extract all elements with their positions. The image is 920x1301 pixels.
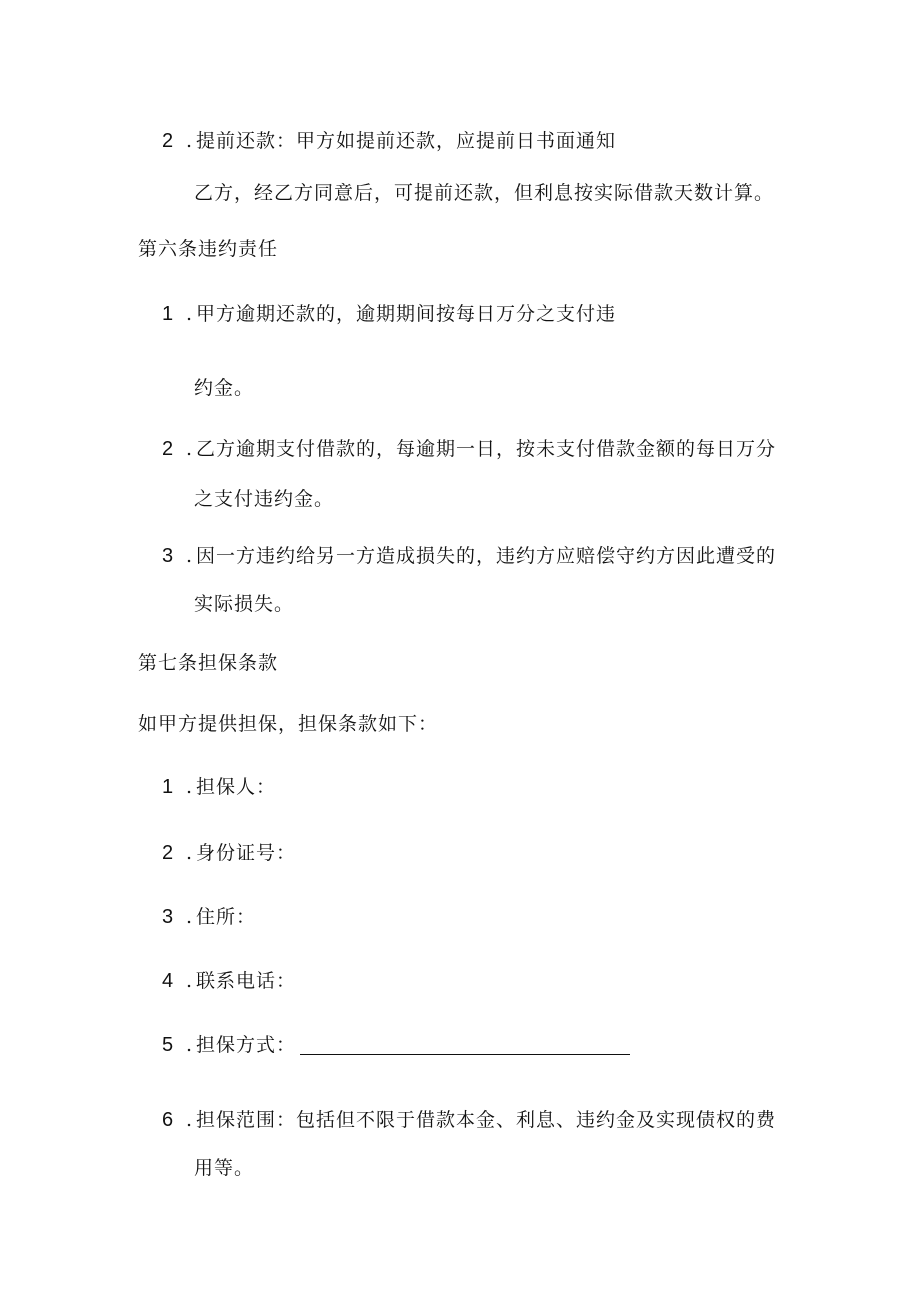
clause-text: 担保范围：包括但不限于借款本金、利息、违约金及实现债权的费 (196, 1109, 777, 1131)
article-6-item-2: 2 . 乙方逾期支付借款的，每逾期一日，按未支付借款金额的每日万分 (162, 438, 777, 460)
clause-number: 3 (162, 906, 174, 928)
field-label: 担保人： (196, 776, 277, 798)
clause-text: 乙方，经乙方同意后，可提前还款，但利息按实际借款天数计算。 (194, 182, 775, 204)
article-6-item-1-continued (194, 375, 254, 401)
clause-text: 提前还款：甲方如提前还款，应提前日书面通知 (196, 130, 617, 152)
clause-text: 甲方逾期还款的，逾期期间按每日万分之支付违 (196, 303, 617, 325)
guarantee-scope-item-continued (194, 1155, 254, 1181)
guarantor-id-item: 2 . 身份证号： (162, 842, 297, 864)
clause-number: 2 (162, 842, 174, 864)
clause-number: 5 (162, 1034, 174, 1056)
field-label: 身份证号： (196, 842, 297, 864)
clause-text: 因一方违约给另一方造成损失的，违约方应赔偿守约方因此遭受的 (196, 545, 777, 567)
clause-text: 实际损失。 (194, 593, 295, 615)
article-6-item-3-continued (194, 591, 294, 617)
clause-number: 1 (162, 303, 174, 325)
guarantee-scope-item: 6 . 担保范围：包括但不限于借款本金、利息、违约金及实现债权的费 (162, 1109, 777, 1131)
article-7-heading: 第七条担保条款 (138, 652, 279, 674)
clause-text: 用等。 (194, 1157, 255, 1179)
clause-number: 3 (162, 545, 174, 567)
article-6-heading: 第六条违约责任 (138, 238, 279, 260)
article-7-intro: 如甲方提供担保，担保条款如下： (138, 713, 439, 735)
clause-early-repayment: 2 . 提前还款：甲方如提前还款，应提前日书面通知 (162, 130, 617, 152)
article-6-item-1: 1 . 甲方逾期还款的，逾期期间按每日万分之支付违 (162, 303, 617, 325)
field-label: 住所： (196, 906, 257, 928)
clause-early-repayment-continued (194, 180, 774, 206)
article-6-item-2-continued (194, 486, 334, 512)
clause-text: 约金。 (194, 377, 255, 399)
clause-text: 乙方逾期支付借款的，每逾期一日，按未支付借款金额的每日万分 (196, 438, 777, 460)
clause-number: 2 (162, 438, 174, 460)
field-label: 联系电话： (196, 970, 297, 992)
guarantee-method-item: 5 . 担保方式： (162, 1034, 297, 1056)
clause-number: 2 (162, 130, 174, 152)
guarantor-address-item: 3 . 住所： (162, 906, 257, 928)
clause-number: 4 (162, 970, 174, 992)
clause-number: 6 (162, 1109, 174, 1131)
field-label: 担保方式： (196, 1034, 297, 1056)
clause-number: 1 (162, 776, 174, 798)
guarantor-name-item: 1 . 担保人： (162, 776, 277, 798)
guarantor-phone-item: 4 . 联系电话： (162, 970, 297, 992)
guarantee-method-blank[interactable] (300, 1054, 630, 1055)
clause-text: 之支付违约金。 (194, 488, 335, 510)
article-6-item-3: 3 . 因一方违约给另一方造成损失的，违约方应赔偿守约方因此遭受的 (162, 545, 777, 567)
